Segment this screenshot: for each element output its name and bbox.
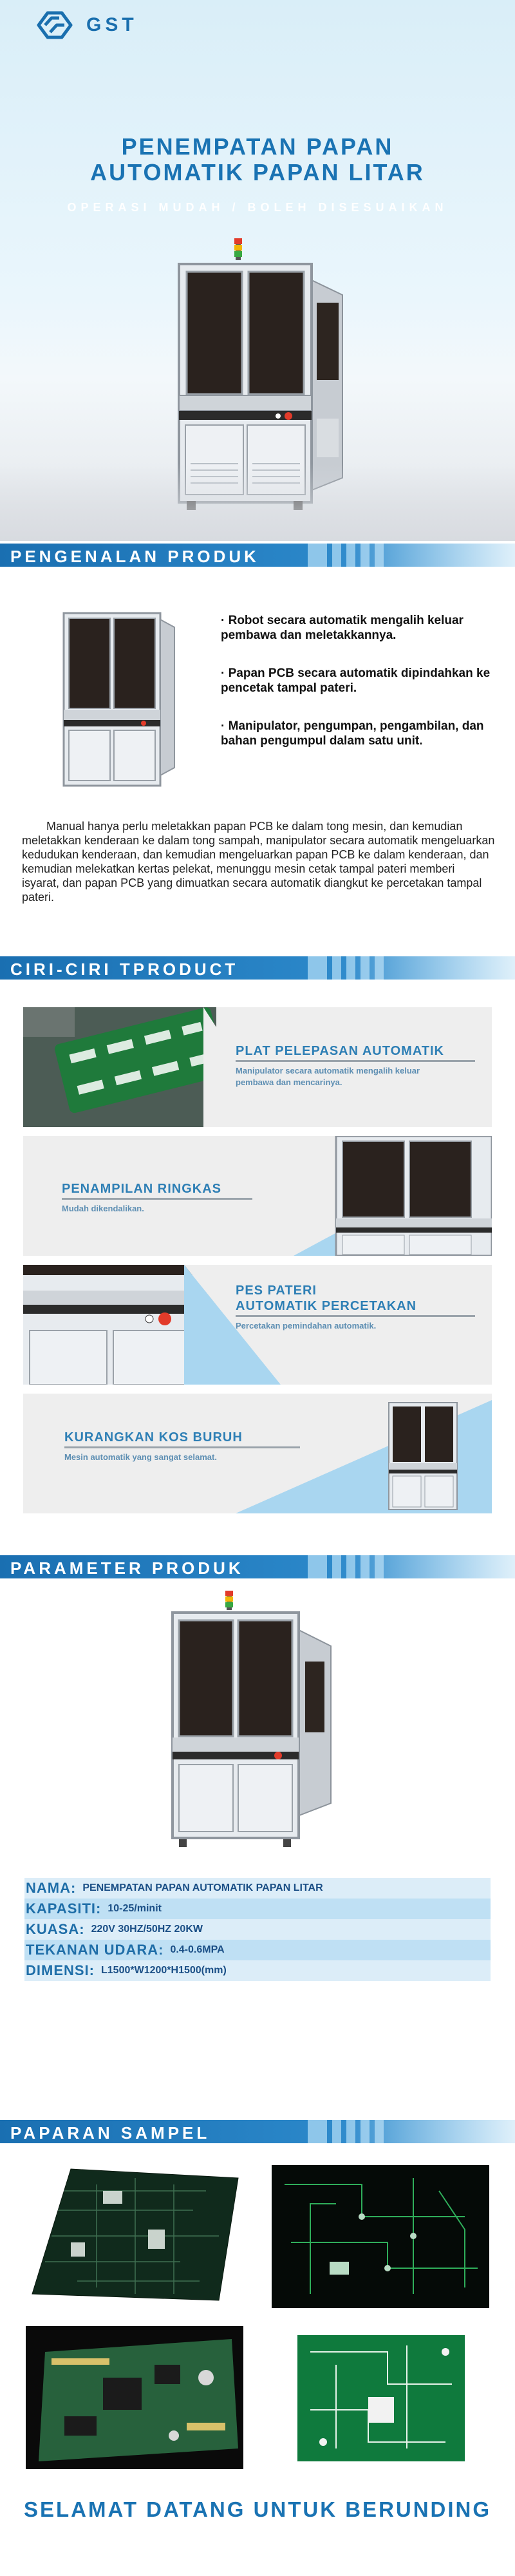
feature-card-solder-paste (23, 1265, 492, 1385)
parameter-key: KAPASITI: (26, 1900, 102, 1917)
parameter-row (24, 1878, 491, 1899)
hero-section (0, 0, 515, 541)
parameter-key: TEKANAN UDARA: (26, 1942, 164, 1958)
section-title-params: PARAMETER PRODUK (10, 1558, 244, 1578)
section-title-samples: PAPARAN SAMPEL (10, 2123, 211, 2143)
machine-image-intro (61, 607, 177, 791)
sample-image-pcb-1[interactable] (26, 2165, 243, 2308)
parameter-value: 10-25/minit (108, 1903, 162, 1914)
feature-title: PES PATERI AUTOMATIK PERCETAKAN (236, 1283, 417, 1313)
feature-title: PLAT PELEPASAN AUTOMATIK (236, 1044, 444, 1058)
parameter-value: 0.4-0.6MPA (170, 1944, 225, 1955)
parameter-table (24, 1878, 491, 1981)
page-title (0, 134, 515, 185)
feature-description: Mesin automatik yang sangat selamat. (64, 1452, 217, 1462)
intro-paragraph: Manual hanya perlu meletakkan papan PCB ke dalam tong mesin, dan kemudian meletakkan kenderaan ke dalam tong sampah, manipulator secara automatik mengeluarkan kedudukan kenderaan, dan kemudian mengeluarkan papan PCB ke dalam kenderaan, dan kemudian melekatkan kertas pelekat, menunggu mesin cetak tampal pateri memberi isyarat, dan papan PCB yang dimuatkan secara automatik diangkut ke percetakan tampal pateri. (22, 820, 495, 904)
section-banner-samples (0, 2120, 515, 2143)
machine-image-small (386, 1399, 464, 1512)
section-banner-intro (0, 544, 515, 567)
section-banner-params (0, 1555, 515, 1578)
parameter-value: PENEMPATAN PAPAN AUTOMATIK PAPAN LITAR (82, 1882, 323, 1893)
emergency-stop-icon (158, 1312, 171, 1325)
call-to-action: SELAMAT DATANG UNTUK BERUNDING (23, 2497, 492, 2521)
feature-description: Manipulator secara automatik mengalih keluar pembawa dan mencarinya. (236, 1066, 420, 1087)
section-title-features: CIRI-CIRI TPRODUCT (10, 960, 239, 979)
parameter-key: NAMA: (26, 1880, 77, 1896)
sample-image-pcb-3[interactable] (26, 2326, 243, 2469)
page-title-line2: AUTOMATIK PAPAN LITAR (90, 159, 425, 185)
parameter-row (24, 1960, 491, 1981)
intro-bullet: · Manipulator, pengumpan, pengambilan, dan bahan pengumpul dalam satu unit. (221, 719, 484, 748)
section-title-intro: PENGENALAN PRODUK (10, 547, 259, 566)
feature-card-labor-cost (23, 1394, 492, 1513)
section-banner-features (0, 956, 515, 980)
machine-image-compact (330, 1136, 492, 1256)
parameter-row (24, 1899, 491, 1919)
status-light-icon (225, 1591, 233, 1610)
parameter-value: 220V 30HZ/50HZ 20KW (91, 1924, 203, 1935)
intro-bullet: · Robot secara automatik mengalih keluar pembawa dan meletakkannya. (221, 614, 464, 642)
emergency-stop-icon (285, 412, 292, 420)
page-subtitle: OPERASI MUDAH / BOLEH DISESUAIKAN (67, 201, 448, 214)
machine-image-params (169, 1591, 342, 1861)
feature-description: Mudah dikendalikan. (62, 1204, 144, 1213)
gst-logo-icon (33, 8, 76, 43)
brand-logo[interactable] (33, 8, 138, 43)
parameter-key: KUASA: (26, 1921, 85, 1937)
feature-card-compact (23, 1136, 492, 1256)
intro-bullet: · Papan PCB secara automatik dipindahkan ke pencetak tampal pateri. (221, 667, 491, 695)
intro-bullet-list (221, 613, 504, 772)
brand-name: GST (86, 14, 138, 35)
sample-image-pcb-2[interactable] (272, 2165, 489, 2308)
parameter-value: L1500*W1200*H1500(mm) (101, 1965, 227, 1976)
status-light-icon (234, 238, 242, 260)
pcb-carrier-image (23, 1007, 216, 1127)
parameter-row (24, 1940, 491, 1960)
feature-title: PENAMPILAN RINGKAS (62, 1182, 222, 1196)
sample-image-pcb-4[interactable] (272, 2326, 489, 2469)
page-title-line1: PENEMPATAN PAPAN (121, 133, 394, 160)
parameter-row (24, 1919, 491, 1940)
parameter-key: DIMENSI: (26, 1962, 95, 1978)
feature-title: KURANGKAN KOS BURUH (64, 1430, 243, 1444)
feature-card-auto-release (23, 1007, 492, 1127)
feature-description: Percetakan pemindahan automatik. (236, 1321, 377, 1331)
machine-image-hero (174, 238, 348, 535)
